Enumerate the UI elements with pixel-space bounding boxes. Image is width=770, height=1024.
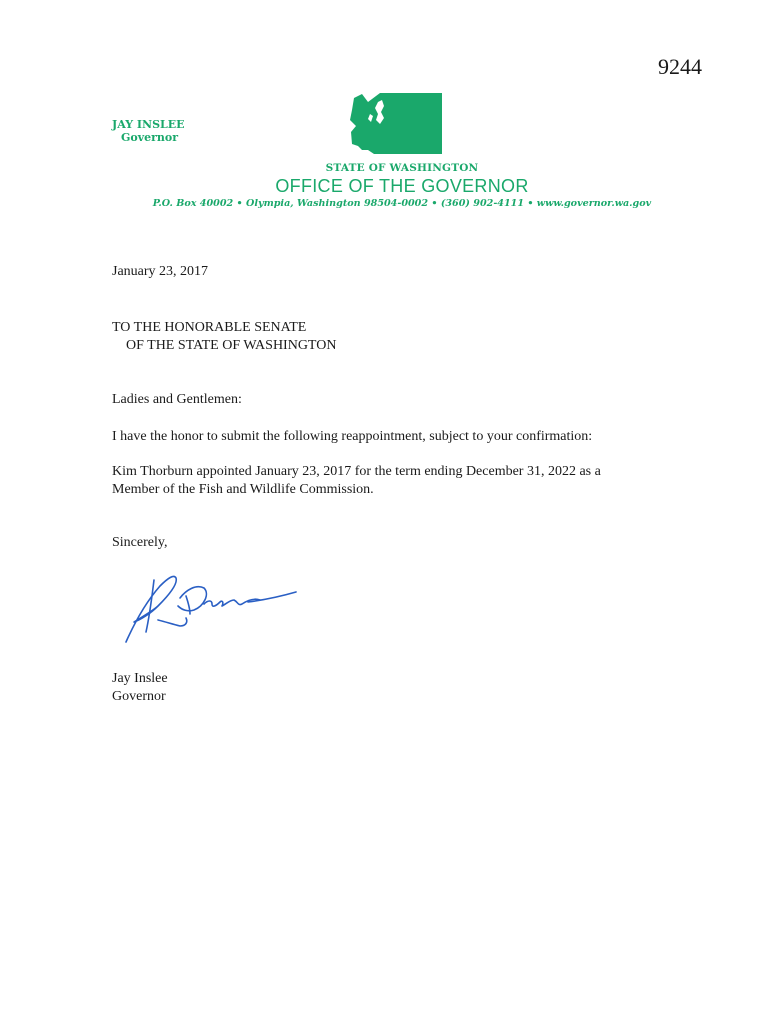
recipient-line-2: OF THE STATE OF WASHINGTON xyxy=(126,338,337,353)
signer-title: Governor xyxy=(112,689,166,704)
washington-state-map-icon xyxy=(348,92,444,154)
letter-date: January 23, 2017 xyxy=(112,264,209,279)
address-line: P.O. Box 40002 • Olympia, Washington 98504-0002 • (360) 902-4111 • www.governor.wa.gov xyxy=(152,198,652,209)
paragraph-appointment-line-2: Member of the Fish and Wildlife Commission. xyxy=(112,482,374,497)
governor-title: Governor xyxy=(121,131,179,144)
handwritten-signature xyxy=(114,566,304,648)
paragraph-appointment-line-1: Kim Thorburn appointed January 23, 2017 for the term ending December 31, 2022 as a xyxy=(112,464,601,479)
governor-name: JAY INSLEE xyxy=(112,118,185,131)
recipient-line-1: TO THE HONORABLE SENATE xyxy=(112,320,307,335)
governor-name-block xyxy=(112,118,185,144)
office-label: OFFICE OF THE GOVERNOR xyxy=(275,176,529,196)
paragraph-request: I have the honor to submit the following reappointment, subject to your confirmation: xyxy=(112,429,593,444)
state-label: STATE OF WASHINGTON xyxy=(325,162,479,174)
salutation: Ladies and Gentlemen: xyxy=(112,392,242,407)
closing: Sincerely, xyxy=(112,535,168,550)
document-number: 9244 xyxy=(658,54,702,79)
signer-name: Jay Inslee xyxy=(112,671,168,686)
